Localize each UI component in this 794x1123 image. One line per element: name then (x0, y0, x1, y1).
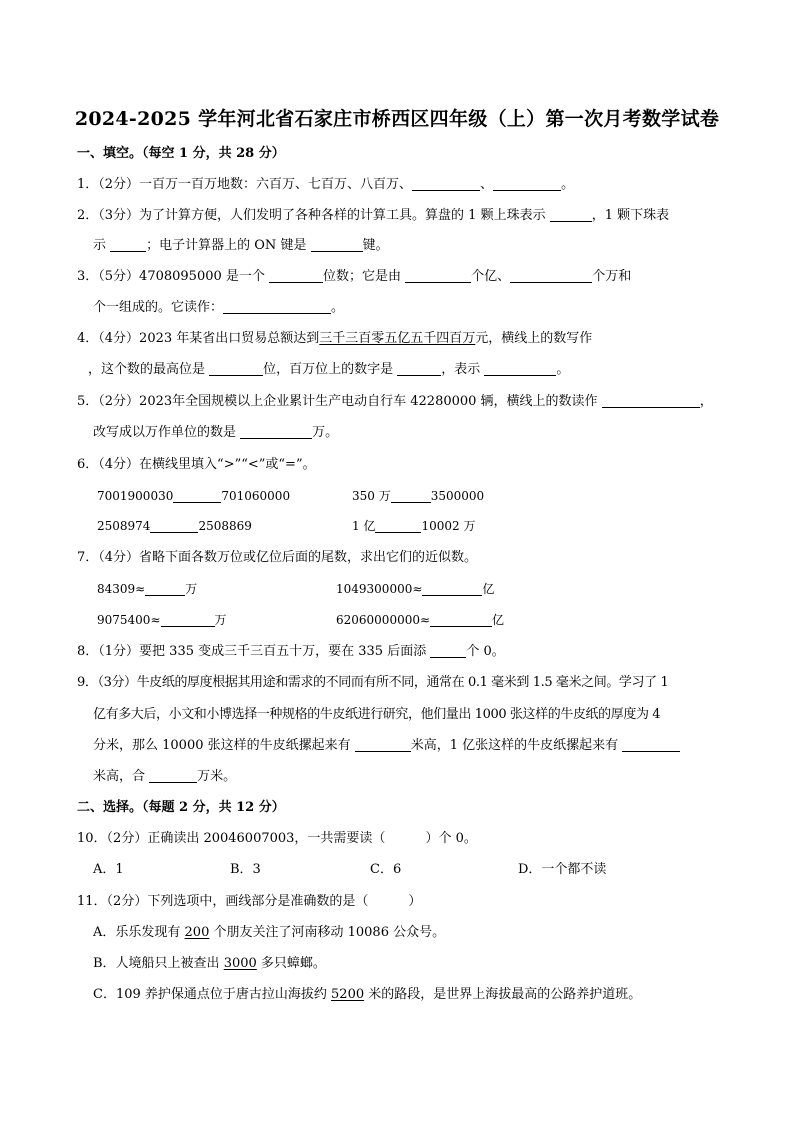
answer-blank[interactable] (493, 176, 561, 191)
estimate-item: 84309≈ 万 (97, 582, 198, 596)
answer-blank[interactable] (173, 488, 221, 503)
answer-blank[interactable] (149, 768, 197, 783)
question-4: 4．（4分）2023 年某省出口贸易总额达到三千三百零五亿五千四百万元，横线上的数写作 (77, 331, 593, 346)
question-5-cont: 改写成以万作单位的数是 万。 (93, 425, 339, 440)
answer-blank[interactable] (223, 299, 331, 314)
compare-item: 350 万 3500000 (352, 489, 485, 503)
answer-blank[interactable] (412, 176, 480, 191)
answer-blank[interactable] (422, 581, 482, 596)
section-1-heading: 一、填空。（每空 1 分，共 28 分） (77, 146, 285, 161)
estimate-item: 1049300000≈ 亿 (336, 582, 495, 596)
question-9: 9．（3分）牛皮纸的厚度根据其用途和需求的不同而有所不同，通常在 0.1 毫米到 1.5 毫米之间。学习了 1 (77, 675, 669, 690)
question-3-cont: 个一组成的。它读作： 。 (93, 300, 345, 315)
question-4-cont: ，这个数的最高位是 位，百万位上的数字是 ，表示 。 (88, 362, 570, 377)
answer-blank[interactable] (355, 737, 411, 752)
answer-blank[interactable] (110, 237, 146, 252)
option-c[interactable]: C．6 (370, 862, 402, 877)
option-b[interactable]: B．3 (230, 862, 261, 877)
option-b[interactable]: B．人境船只上被查出 3000 多只蟑螂。 (93, 956, 326, 971)
compare-item: 7001900030 701060000 (97, 489, 291, 503)
answer-blank[interactable] (269, 268, 323, 283)
question-7: 7．（4分）省略下面各数万位或亿位后面的尾数，求出它们的近似数。 (77, 550, 478, 565)
answer-blank[interactable] (397, 361, 441, 376)
answer-blank[interactable] (209, 361, 263, 376)
exam-title: 2024-2025 学年河北省石家庄市桥西区四年级（上）第一次月考数学试卷 (74, 108, 720, 130)
estimate-item: 9075400≈ 万 (97, 613, 227, 627)
compare-item: 1 亿 10002 万 (352, 519, 476, 533)
answer-blank[interactable] (375, 518, 421, 533)
option-a[interactable]: A．1 (93, 862, 124, 877)
estimate-item: 62060000000≈ 亿 (336, 613, 505, 627)
answer-blank[interactable] (484, 361, 556, 376)
answer-blank[interactable] (405, 268, 471, 283)
question-5: 5．（2分）2023年全国规模以上企业累计生产电动自行车 42280000 辆，横线上的数读作 ， (77, 394, 713, 409)
question-8: 8．（1分）要把 335 变成三千三百五十万，要在 335 后面添 个 0。 (77, 644, 505, 659)
question-3: 3．（5分）4708095000 是一个 位数；它是由 个亿、 个万和 (77, 269, 632, 284)
question-2: 2．（3分）为了计算方便，人们发明了各种各样的计算工具。算盘的 1 颗上珠表示 ，1 颗下珠表 (77, 208, 670, 223)
answer-blank[interactable] (430, 643, 466, 658)
answer-blank[interactable] (311, 237, 363, 252)
answer-blank[interactable] (430, 612, 492, 627)
compare-item: 2508974 2508869 (97, 519, 252, 533)
question-6: 6．（4分）在横线里填入“>”“<”或“=”。 (77, 457, 316, 472)
underlined-number-text: 三千三百零五亿五千四百万 (319, 331, 476, 346)
answer-blank[interactable] (240, 424, 312, 439)
question-2-cont: 示 ；电子计算器上的 ON 键是 键。 (93, 238, 389, 253)
question-9-cont: 亿有多大后，小文和小博选择一种规格的牛皮纸进行研究，他们量出 1000 张这样的牛皮纸的厚度为 4 (93, 707, 661, 722)
answer-blank[interactable] (145, 581, 185, 596)
question-11: 11．（2分）下列选项中，画线部分是准确数的是（ ） (77, 894, 422, 909)
question-10: 10．（2分）正确读出 20046007003，一共需要读（ ）个 0。 (77, 831, 477, 846)
answer-blank[interactable] (602, 393, 700, 408)
question-9-cont: 分米，那么 10000 张这样的牛皮纸摞起来有 米高，1 亿张这样的牛皮纸摞起来有 (93, 737, 680, 755)
answer-blank[interactable] (391, 488, 431, 503)
question-1: 1．（2分）一百万一百万地数：六百万、七百万、八百万、 、 。 (77, 177, 575, 192)
option-a[interactable]: A．乐乐发现有 200 个朋友关注了河南移动 10086 公众号。 (93, 925, 446, 940)
answer-blank[interactable] (622, 737, 680, 752)
answer-blank[interactable] (150, 518, 198, 533)
option-d[interactable]: D．一个都不读 (518, 862, 607, 877)
option-c[interactable]: C．109 养护保通点位于唐古拉山海拔约 5200 米的路段，是世界上海拔最高的公路养护道班。 (93, 987, 642, 1002)
section-2-heading: 二、选择。（每题 2 分，共 12 分） (77, 800, 285, 815)
answer-blank[interactable] (510, 268, 592, 283)
question-9-cont: 米高，合 万米。 (93, 769, 237, 784)
answer-blank[interactable] (161, 612, 215, 627)
answer-blank[interactable] (550, 207, 592, 222)
